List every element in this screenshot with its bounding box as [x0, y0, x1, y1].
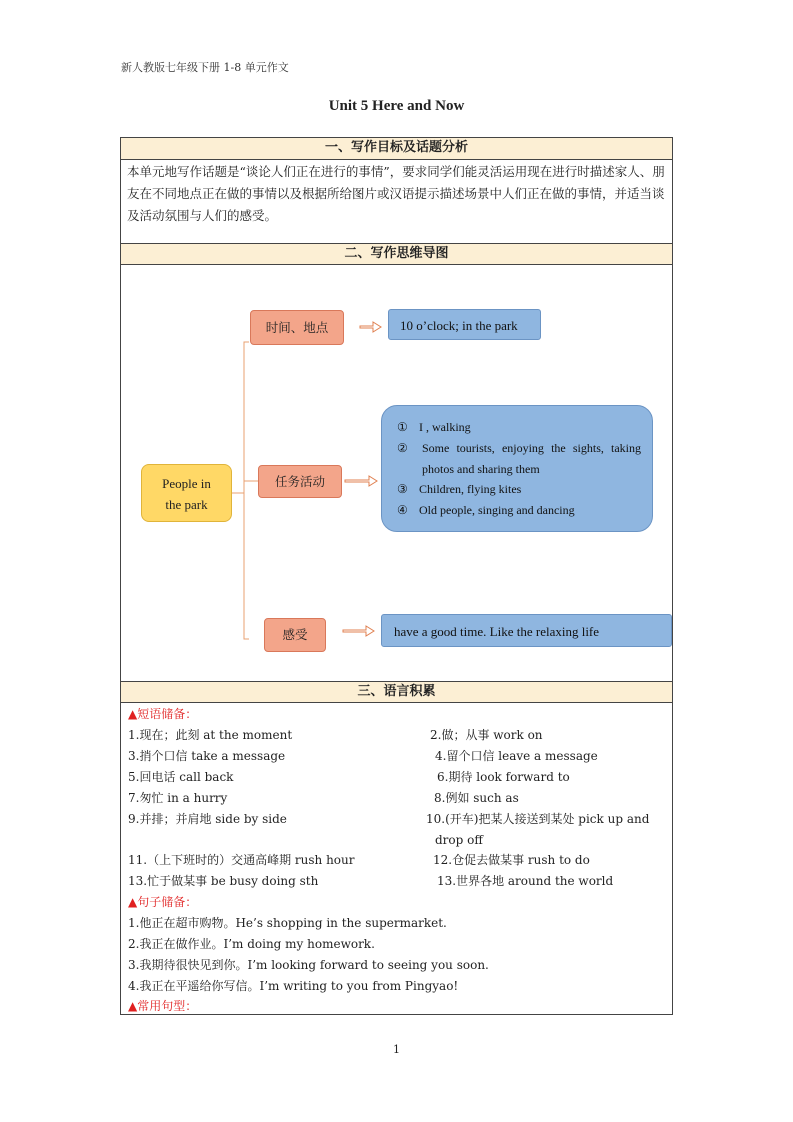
phrase-item: 11.（上下班时的）交通高峰期 rush hour: [128, 853, 355, 867]
phrase-item: 4.留个口信 leave a message: [435, 749, 598, 763]
activity-item: ③ Children, flying kites: [397, 482, 522, 496]
branch-time-place: 时间、地点: [250, 310, 344, 345]
arrow-icon: [343, 626, 374, 636]
section3-title: 三、语言积累: [121, 681, 672, 703]
phrase-item: 13.忙于做某事 be busy doing sth: [128, 874, 319, 888]
sentence-item: 1.他正在超市购物。He’s shopping in the supermarket.: [128, 916, 447, 930]
page-title: Unit 5 Here and Now: [328, 98, 465, 114]
phrase-item: 13.世界各地 around the world: [437, 874, 614, 888]
section1-text: 本单元地写作话题是“谈论人们正在进行的事情”，要求同学们能灵活运用现在进行时描述家人、朋友在不同地点正在做的事情以及根据所给图片或汉语提示描述场景中人们正在做的事情，并适当谈及活动氛围与人们的感受。: [127, 164, 665, 223]
section2-title: 二、写作思维导图: [121, 243, 672, 265]
phrase-item: 8.例如 such as: [434, 791, 519, 805]
connector-bracket: [244, 342, 249, 639]
activity-item: ② Some tourists, enjoying the sights, taking photos and sharing them: [397, 441, 641, 476]
phrase-item: drop off: [435, 833, 483, 847]
arrow-icon: [360, 322, 381, 332]
branch-time-place-content: 10 o’clock; in the park: [388, 309, 541, 340]
phrase-item: 12.仓促去做某事 rush to do: [433, 853, 590, 867]
phrase-item: 3.捎个口信 take a message: [128, 749, 286, 763]
phrase-item: 7.匆忙 in a hurry: [128, 791, 228, 805]
root-node: [141, 464, 232, 522]
sentence-item: 3.我期待很快见到你。I’m looking forward to seeing you soon.: [128, 958, 489, 972]
mind-map: [121, 265, 672, 681]
root-line2: the park: [165, 497, 208, 512]
sentences-heading: ▲句子储备：: [128, 895, 198, 909]
branch-feelings-content: have a good time. Like the relaxing life: [381, 614, 672, 647]
branch-activities-content: [381, 405, 653, 532]
activity-item: ① I , walking: [397, 420, 471, 434]
phrases-heading: ▲短语储备：: [128, 707, 198, 721]
sentence-item: 4.我正在平遥给你写信。I’m writing to you from Pingyao!: [128, 979, 459, 993]
root-line1: People in: [162, 476, 211, 491]
phrase-item: 2.做；从事 work on: [430, 728, 543, 742]
section1-title: 一、写作目标及话题分析: [121, 138, 672, 160]
patterns-heading: ▲常用句型：: [128, 999, 198, 1013]
phrase-item: 1.现在；此刻 at the moment: [128, 728, 293, 742]
phrase-item: 6.期待 look forward to: [437, 770, 570, 784]
arrow-icon: [345, 476, 377, 486]
sentence-item: 2.我正在做作业。I’m doing my homework.: [128, 937, 375, 951]
page-number: 1: [393, 1043, 400, 1056]
phrase-item: 9.并排；并肩地 side by side: [128, 812, 287, 826]
content-table: [120, 137, 673, 1015]
phrase-item: 5.回电话 call back: [128, 770, 234, 784]
phrase-item: 10.(开车)把某人接送到某处 pick up and: [426, 812, 650, 826]
branch-feelings: 感受: [264, 618, 326, 652]
branch-activities: 任务活动: [258, 465, 342, 498]
activity-item: ④ Old people, singing and dancing: [397, 503, 575, 517]
running-header: 新人教版七年级下册 1-8 单元作文: [121, 61, 289, 74]
